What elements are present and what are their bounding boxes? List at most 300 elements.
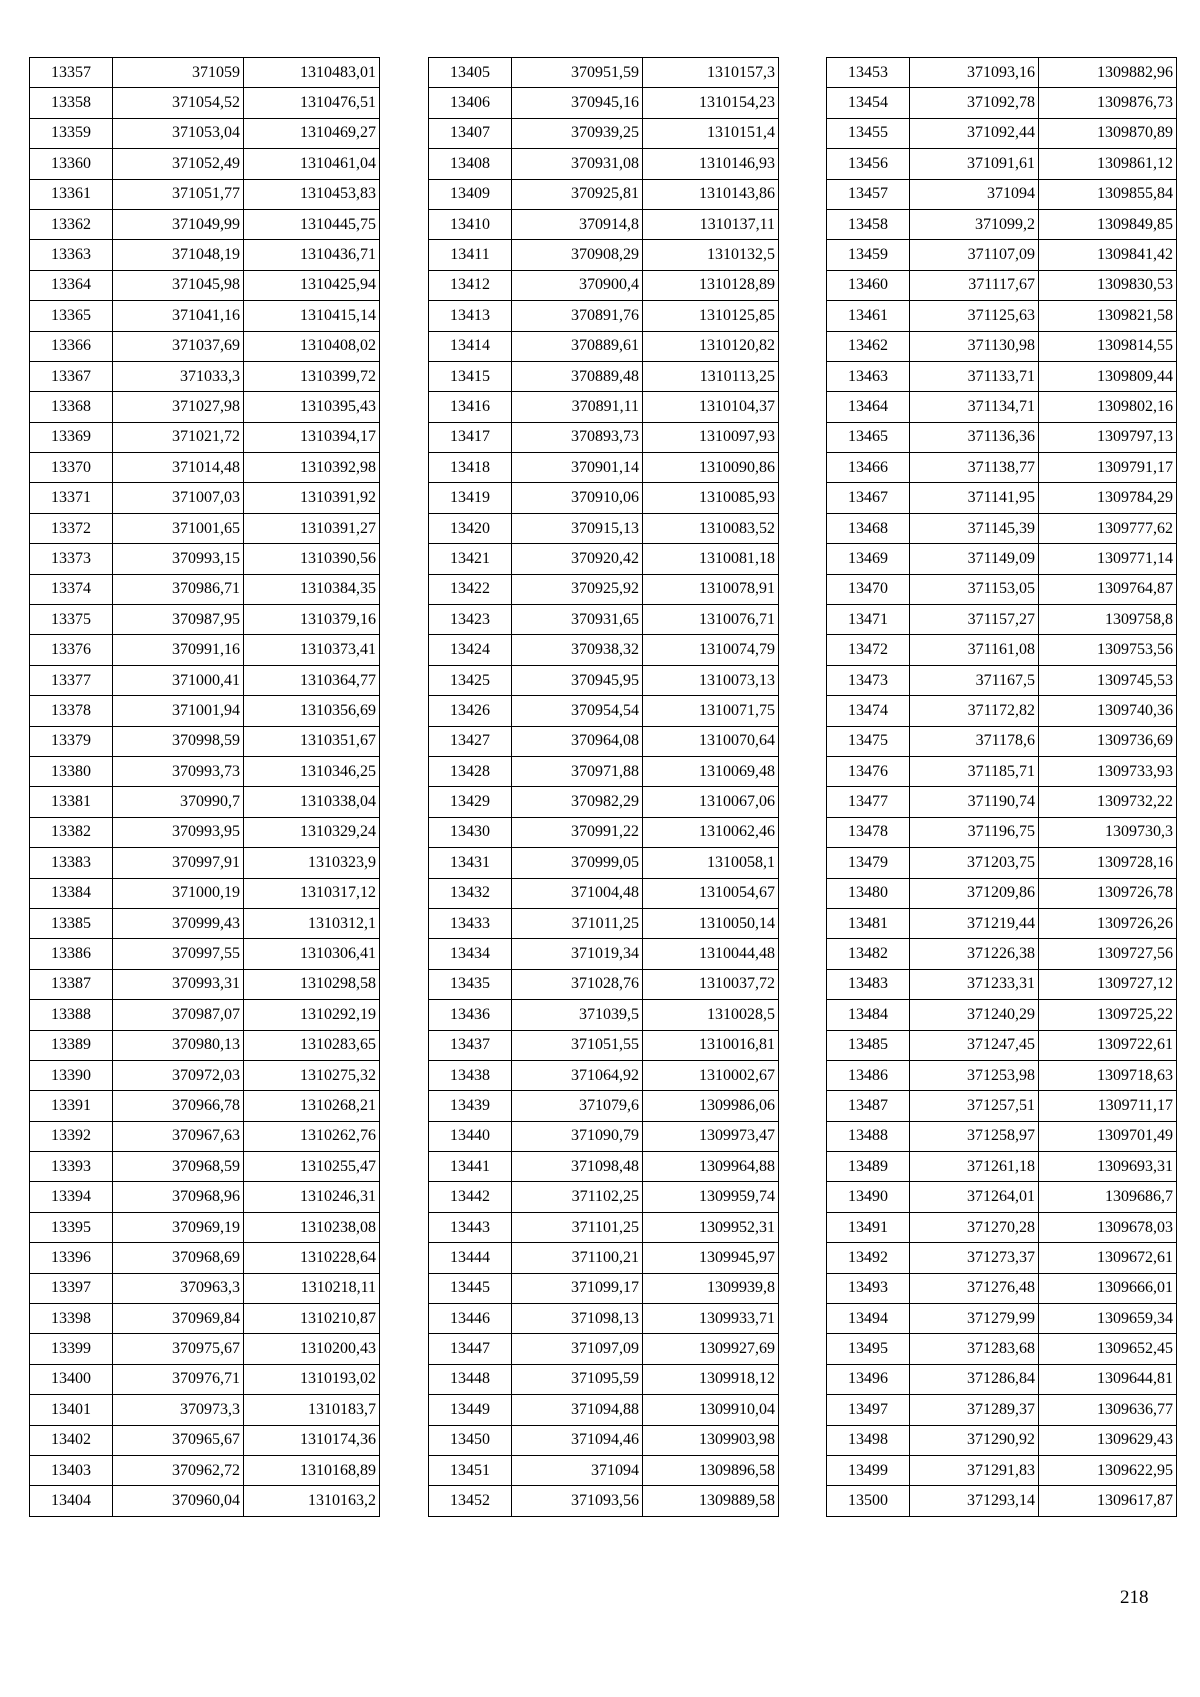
- point-number-cell: 13429: [429, 787, 512, 817]
- table-row: [827, 574, 1177, 604]
- table-row: [429, 696, 779, 726]
- point-number-cell: 13464: [827, 392, 910, 422]
- x-coordinate-cell: 371028,76: [512, 969, 643, 999]
- table-row: [30, 1334, 380, 1364]
- table-row: [827, 1486, 1177, 1516]
- y-coordinate-cell: 1310356,69: [244, 696, 380, 726]
- point-number-cell: 13477: [827, 787, 910, 817]
- point-number-cell: 13378: [30, 696, 113, 726]
- y-coordinate-cell: 1309945,97: [643, 1243, 779, 1273]
- y-coordinate-cell: 1309728,16: [1039, 848, 1177, 878]
- table-row: [30, 1091, 380, 1121]
- y-coordinate-cell: 1310070,64: [643, 726, 779, 756]
- x-coordinate-cell: 371273,37: [910, 1243, 1039, 1273]
- point-number-cell: 13460: [827, 270, 910, 300]
- table-row: [827, 1182, 1177, 1212]
- y-coordinate-cell: 1309882,96: [1039, 58, 1177, 88]
- table-row: [30, 605, 380, 635]
- table-row: [429, 1030, 779, 1060]
- y-coordinate-cell: 1310085,93: [643, 483, 779, 513]
- y-coordinate-cell: 1309870,89: [1039, 118, 1177, 148]
- y-coordinate-cell: 1309629,43: [1039, 1425, 1177, 1455]
- point-number-cell: 13465: [827, 422, 910, 452]
- table-row: [429, 605, 779, 635]
- table-row: [30, 1212, 380, 1242]
- point-number-cell: 13489: [827, 1152, 910, 1182]
- point-number-cell: 13433: [429, 908, 512, 938]
- y-coordinate-cell: 1310128,89: [643, 270, 779, 300]
- table-row: [30, 1182, 380, 1212]
- x-coordinate-cell: 370965,67: [113, 1425, 244, 1455]
- table-row: [827, 118, 1177, 148]
- table-row: [827, 878, 1177, 908]
- point-number-cell: 13361: [30, 179, 113, 209]
- y-coordinate-cell: 1309726,78: [1039, 878, 1177, 908]
- x-coordinate-cell: 370939,25: [512, 118, 643, 148]
- table-row: [429, 726, 779, 756]
- table-row: [429, 1121, 779, 1151]
- point-number-cell: 13451: [429, 1455, 512, 1485]
- y-coordinate-cell: 1310200,43: [244, 1334, 380, 1364]
- table-row: [827, 1395, 1177, 1425]
- point-number-cell: 13387: [30, 969, 113, 999]
- x-coordinate-cell: 371102,25: [512, 1182, 643, 1212]
- x-coordinate-cell: 370975,67: [113, 1334, 244, 1364]
- table-row: [30, 1243, 380, 1273]
- x-coordinate-cell: 371145,39: [910, 513, 1039, 543]
- point-number-cell: 13462: [827, 331, 910, 361]
- table-row: [429, 513, 779, 543]
- x-coordinate-cell: 370990,7: [113, 787, 244, 817]
- point-number-cell: 13395: [30, 1212, 113, 1242]
- x-coordinate-cell: 370969,84: [113, 1304, 244, 1334]
- table-row: [827, 1060, 1177, 1090]
- y-coordinate-cell: 1309959,74: [643, 1182, 779, 1212]
- y-coordinate-cell: 1310338,04: [244, 787, 380, 817]
- x-coordinate-cell: 370998,59: [113, 726, 244, 756]
- x-coordinate-cell: 371098,13: [512, 1304, 643, 1334]
- x-coordinate-cell: 371092,44: [910, 118, 1039, 148]
- table-row: [827, 149, 1177, 179]
- x-coordinate-cell: 370968,69: [113, 1243, 244, 1273]
- point-number-cell: 13481: [827, 908, 910, 938]
- point-number-cell: 13453: [827, 58, 910, 88]
- table-row: [429, 1182, 779, 1212]
- x-coordinate-cell: 371240,29: [910, 1000, 1039, 1030]
- table-row: [30, 1273, 380, 1303]
- x-coordinate-cell: 371178,6: [910, 726, 1039, 756]
- y-coordinate-cell: 1309686,7: [1039, 1182, 1177, 1212]
- x-coordinate-cell: 371021,72: [113, 422, 244, 452]
- table-row: [827, 301, 1177, 331]
- table-row: [429, 787, 779, 817]
- y-coordinate-cell: 1309672,61: [1039, 1243, 1177, 1273]
- table-row: [429, 756, 779, 786]
- y-coordinate-cell: 1309903,98: [643, 1425, 779, 1455]
- y-coordinate-cell: 1310275,32: [244, 1060, 380, 1090]
- point-number-cell: 13397: [30, 1273, 113, 1303]
- y-coordinate-cell: 1309986,06: [643, 1091, 779, 1121]
- point-number-cell: 13375: [30, 605, 113, 635]
- point-number-cell: 13394: [30, 1182, 113, 1212]
- table-row: [30, 392, 380, 422]
- table-row: [429, 1455, 779, 1485]
- point-number-cell: 13445: [429, 1273, 512, 1303]
- x-coordinate-cell: 371093,56: [512, 1486, 643, 1516]
- x-coordinate-cell: 371079,6: [512, 1091, 643, 1121]
- y-coordinate-cell: 1309733,93: [1039, 756, 1177, 786]
- y-coordinate-cell: 1310037,72: [643, 969, 779, 999]
- x-coordinate-cell: 371138,77: [910, 453, 1039, 483]
- table-row: [30, 969, 380, 999]
- point-number-cell: 13483: [827, 969, 910, 999]
- table-row: [30, 118, 380, 148]
- table-row: [30, 665, 380, 695]
- x-coordinate-cell: 371094,46: [512, 1425, 643, 1455]
- table-row: [30, 453, 380, 483]
- y-coordinate-cell: 1309711,17: [1039, 1091, 1177, 1121]
- table-row: [429, 392, 779, 422]
- point-number-cell: 13366: [30, 331, 113, 361]
- point-number-cell: 13473: [827, 665, 910, 695]
- table-row: [30, 1304, 380, 1334]
- x-coordinate-cell: 370960,04: [113, 1486, 244, 1516]
- point-number-cell: 13500: [827, 1486, 910, 1516]
- table-row: [30, 1121, 380, 1151]
- x-coordinate-cell: 370962,72: [113, 1455, 244, 1485]
- point-number-cell: 13498: [827, 1425, 910, 1455]
- point-number-cell: 13495: [827, 1334, 910, 1364]
- point-number-cell: 13423: [429, 605, 512, 635]
- point-number-cell: 13472: [827, 635, 910, 665]
- y-coordinate-cell: 1310283,65: [244, 1030, 380, 1060]
- point-number-cell: 13461: [827, 301, 910, 331]
- table-row: [827, 787, 1177, 817]
- y-coordinate-cell: 1309740,36: [1039, 696, 1177, 726]
- y-coordinate-cell: 1310323,9: [244, 848, 380, 878]
- y-coordinate-cell: 1310394,17: [244, 422, 380, 452]
- table-row: [30, 817, 380, 847]
- x-coordinate-cell: 371167,5: [910, 665, 1039, 695]
- page-number: 218: [1120, 1587, 1149, 1608]
- y-coordinate-cell: 1309927,69: [643, 1334, 779, 1364]
- table-row: [827, 817, 1177, 847]
- point-number-cell: 13410: [429, 209, 512, 239]
- y-coordinate-cell: 1310262,76: [244, 1121, 380, 1151]
- x-coordinate-cell: 370908,29: [512, 240, 643, 270]
- point-number-cell: 13407: [429, 118, 512, 148]
- x-coordinate-cell: 371007,03: [113, 483, 244, 513]
- point-number-cell: 13474: [827, 696, 910, 726]
- point-number-cell: 13450: [429, 1425, 512, 1455]
- table-row: [827, 392, 1177, 422]
- x-coordinate-cell: 371247,45: [910, 1030, 1039, 1060]
- table-row: [827, 1334, 1177, 1364]
- point-number-cell: 13479: [827, 848, 910, 878]
- y-coordinate-cell: 1310125,85: [643, 301, 779, 331]
- x-coordinate-cell: 370891,76: [512, 301, 643, 331]
- table-row: [30, 726, 380, 756]
- x-coordinate-cell: 370993,95: [113, 817, 244, 847]
- x-coordinate-cell: 371011,25: [512, 908, 643, 938]
- x-coordinate-cell: 371037,69: [113, 331, 244, 361]
- x-coordinate-cell: 370900,4: [512, 270, 643, 300]
- x-coordinate-cell: 370931,08: [512, 149, 643, 179]
- y-coordinate-cell: 1310097,93: [643, 422, 779, 452]
- y-coordinate-cell: 1309718,63: [1039, 1060, 1177, 1090]
- x-coordinate-cell: 371014,48: [113, 453, 244, 483]
- point-number-cell: 13491: [827, 1212, 910, 1242]
- x-coordinate-cell: 371051,55: [512, 1030, 643, 1060]
- x-coordinate-cell: 371257,51: [910, 1091, 1039, 1121]
- table-row: [30, 209, 380, 239]
- point-number-cell: 13463: [827, 361, 910, 391]
- point-number-cell: 13468: [827, 513, 910, 543]
- table-row: [827, 270, 1177, 300]
- table-row: [429, 58, 779, 88]
- table-row: [30, 787, 380, 817]
- point-number-cell: 13360: [30, 149, 113, 179]
- x-coordinate-cell: 371226,38: [910, 939, 1039, 969]
- x-coordinate-cell: 370910,06: [512, 483, 643, 513]
- table-row: [827, 88, 1177, 118]
- y-coordinate-cell: 1309771,14: [1039, 544, 1177, 574]
- table-row: [30, 544, 380, 574]
- y-coordinate-cell: 1309918,12: [643, 1364, 779, 1394]
- point-number-cell: 13480: [827, 878, 910, 908]
- table-row: [30, 361, 380, 391]
- x-coordinate-cell: 371097,09: [512, 1334, 643, 1364]
- x-coordinate-cell: 371185,71: [910, 756, 1039, 786]
- x-coordinate-cell: 370997,91: [113, 848, 244, 878]
- point-number-cell: 13485: [827, 1030, 910, 1060]
- table-row: [827, 1243, 1177, 1273]
- point-number-cell: 13372: [30, 513, 113, 543]
- y-coordinate-cell: 1310399,72: [244, 361, 380, 391]
- x-coordinate-cell: 371172,82: [910, 696, 1039, 726]
- y-coordinate-cell: 1310078,91: [643, 574, 779, 604]
- x-coordinate-cell: 370982,29: [512, 787, 643, 817]
- point-number-cell: 13373: [30, 544, 113, 574]
- x-coordinate-cell: 371033,3: [113, 361, 244, 391]
- table-row: [827, 1000, 1177, 1030]
- table-row: [827, 1152, 1177, 1182]
- x-coordinate-cell: 371090,79: [512, 1121, 643, 1151]
- y-coordinate-cell: 1310193,02: [244, 1364, 380, 1394]
- x-coordinate-cell: 371004,48: [512, 878, 643, 908]
- y-coordinate-cell: 1310143,86: [643, 179, 779, 209]
- x-coordinate-cell: 371027,98: [113, 392, 244, 422]
- y-coordinate-cell: 1310146,93: [643, 149, 779, 179]
- y-coordinate-cell: 1309725,22: [1039, 1000, 1177, 1030]
- table-row: [827, 58, 1177, 88]
- x-coordinate-cell: 370915,13: [512, 513, 643, 543]
- table-row: [827, 908, 1177, 938]
- y-coordinate-cell: 1310312,1: [244, 908, 380, 938]
- y-coordinate-cell: 1310391,27: [244, 513, 380, 543]
- y-coordinate-cell: 1310154,23: [643, 88, 779, 118]
- y-coordinate-cell: 1310329,24: [244, 817, 380, 847]
- point-number-cell: 13444: [429, 1243, 512, 1273]
- y-coordinate-cell: 1310317,12: [244, 878, 380, 908]
- y-coordinate-cell: 1310395,43: [244, 392, 380, 422]
- y-coordinate-cell: 1309933,71: [643, 1304, 779, 1334]
- x-coordinate-cell: 371283,68: [910, 1334, 1039, 1364]
- y-coordinate-cell: 1310364,77: [244, 665, 380, 695]
- table-row: [30, 240, 380, 270]
- y-coordinate-cell: 1310392,98: [244, 453, 380, 483]
- table-row: [429, 483, 779, 513]
- x-coordinate-cell: 370987,07: [113, 1000, 244, 1030]
- point-number-cell: 13421: [429, 544, 512, 574]
- table-row: [429, 1060, 779, 1090]
- y-coordinate-cell: 1310390,56: [244, 544, 380, 574]
- table-row: [827, 635, 1177, 665]
- point-number-cell: 13452: [429, 1486, 512, 1516]
- y-coordinate-cell: 1309753,56: [1039, 635, 1177, 665]
- x-coordinate-cell: 370891,11: [512, 392, 643, 422]
- y-coordinate-cell: 1310373,41: [244, 635, 380, 665]
- y-coordinate-cell: 1309736,69: [1039, 726, 1177, 756]
- point-number-cell: 13406: [429, 88, 512, 118]
- table-row: [827, 1425, 1177, 1455]
- y-coordinate-cell: 1310137,11: [643, 209, 779, 239]
- y-coordinate-cell: 1309727,12: [1039, 969, 1177, 999]
- x-coordinate-cell: 371290,92: [910, 1425, 1039, 1455]
- y-coordinate-cell: 1310483,01: [244, 58, 380, 88]
- point-number-cell: 13393: [30, 1152, 113, 1182]
- x-coordinate-cell: 370980,13: [113, 1030, 244, 1060]
- y-coordinate-cell: 1309889,58: [643, 1486, 779, 1516]
- y-coordinate-cell: 1310054,67: [643, 878, 779, 908]
- y-coordinate-cell: 1309758,8: [1039, 605, 1177, 635]
- point-number-cell: 13496: [827, 1364, 910, 1394]
- point-number-cell: 13497: [827, 1395, 910, 1425]
- table-row: [827, 483, 1177, 513]
- y-coordinate-cell: 1310120,82: [643, 331, 779, 361]
- y-coordinate-cell: 1310002,67: [643, 1060, 779, 1090]
- y-coordinate-cell: 1310415,14: [244, 301, 380, 331]
- x-coordinate-cell: 371092,78: [910, 88, 1039, 118]
- x-coordinate-cell: 371107,09: [910, 240, 1039, 270]
- table-row: [429, 1273, 779, 1303]
- table-row: [827, 939, 1177, 969]
- point-number-cell: 13446: [429, 1304, 512, 1334]
- y-coordinate-cell: 1309964,88: [643, 1152, 779, 1182]
- x-coordinate-cell: 370971,88: [512, 756, 643, 786]
- x-coordinate-cell: 371261,18: [910, 1152, 1039, 1182]
- y-coordinate-cell: 1309652,45: [1039, 1334, 1177, 1364]
- point-number-cell: 13454: [827, 88, 910, 118]
- point-number-cell: 13469: [827, 544, 910, 574]
- table-row: [429, 1425, 779, 1455]
- y-coordinate-cell: 1310210,87: [244, 1304, 380, 1334]
- y-coordinate-cell: 1310238,08: [244, 1212, 380, 1242]
- point-number-cell: 13416: [429, 392, 512, 422]
- x-coordinate-cell: 371125,63: [910, 301, 1039, 331]
- point-number-cell: 13431: [429, 848, 512, 878]
- point-number-cell: 13488: [827, 1121, 910, 1151]
- point-number-cell: 13492: [827, 1243, 910, 1273]
- x-coordinate-cell: 370997,55: [113, 939, 244, 969]
- y-coordinate-cell: 1310436,71: [244, 240, 380, 270]
- table-row: [429, 1395, 779, 1425]
- x-coordinate-cell: 370969,19: [113, 1212, 244, 1242]
- table-row: [827, 179, 1177, 209]
- x-coordinate-cell: 370954,54: [512, 696, 643, 726]
- x-coordinate-cell: 370963,3: [113, 1273, 244, 1303]
- table-row: [30, 1152, 380, 1182]
- y-coordinate-cell: 1309732,22: [1039, 787, 1177, 817]
- y-coordinate-cell: 1310351,67: [244, 726, 380, 756]
- table-row: [30, 1000, 380, 1030]
- point-number-cell: 13459: [827, 240, 910, 270]
- point-number-cell: 13358: [30, 88, 113, 118]
- point-number-cell: 13404: [30, 1486, 113, 1516]
- point-number-cell: 13418: [429, 453, 512, 483]
- x-coordinate-cell: 370987,95: [113, 605, 244, 635]
- y-coordinate-cell: 1310074,79: [643, 635, 779, 665]
- table-row: [827, 1030, 1177, 1060]
- table-row: [827, 240, 1177, 270]
- table-row: [30, 1455, 380, 1485]
- x-coordinate-cell: 370986,71: [113, 574, 244, 604]
- y-coordinate-cell: 1309784,29: [1039, 483, 1177, 513]
- point-number-cell: 13365: [30, 301, 113, 331]
- table-row: [827, 209, 1177, 239]
- table-row: [429, 848, 779, 878]
- table-row: [827, 331, 1177, 361]
- y-coordinate-cell: 1310062,46: [643, 817, 779, 847]
- y-coordinate-cell: 1309797,13: [1039, 422, 1177, 452]
- x-coordinate-cell: 370991,16: [113, 635, 244, 665]
- table-row: [429, 301, 779, 331]
- table-row: [827, 1121, 1177, 1151]
- point-number-cell: 13427: [429, 726, 512, 756]
- point-number-cell: 13466: [827, 453, 910, 483]
- x-coordinate-cell: 370968,96: [113, 1182, 244, 1212]
- y-coordinate-cell: 1310157,3: [643, 58, 779, 88]
- point-number-cell: 13403: [30, 1455, 113, 1485]
- table-row: [30, 513, 380, 543]
- point-number-cell: 13399: [30, 1334, 113, 1364]
- y-coordinate-cell: 1310298,58: [244, 969, 380, 999]
- x-coordinate-cell: 371052,49: [113, 149, 244, 179]
- table-row: [30, 696, 380, 726]
- x-coordinate-cell: 371094,88: [512, 1395, 643, 1425]
- x-coordinate-cell: 370893,73: [512, 422, 643, 452]
- table-row: [30, 878, 380, 908]
- x-coordinate-cell: 371091,61: [910, 149, 1039, 179]
- x-coordinate-cell: 371276,48: [910, 1273, 1039, 1303]
- coordinate-table-2: [428, 57, 779, 1517]
- table-row: [429, 908, 779, 938]
- x-coordinate-cell: 371053,04: [113, 118, 244, 148]
- table-row: [429, 665, 779, 695]
- x-coordinate-cell: 371051,77: [113, 179, 244, 209]
- table-row: [30, 574, 380, 604]
- y-coordinate-cell: 1310174,36: [244, 1425, 380, 1455]
- point-number-cell: 13368: [30, 392, 113, 422]
- table-row: [429, 1152, 779, 1182]
- y-coordinate-cell: 1309791,17: [1039, 453, 1177, 483]
- table-row: [30, 58, 380, 88]
- table-row: [30, 301, 380, 331]
- y-coordinate-cell: 1309849,85: [1039, 209, 1177, 239]
- y-coordinate-cell: 1310132,5: [643, 240, 779, 270]
- y-coordinate-cell: 1309841,42: [1039, 240, 1177, 270]
- point-number-cell: 13389: [30, 1030, 113, 1060]
